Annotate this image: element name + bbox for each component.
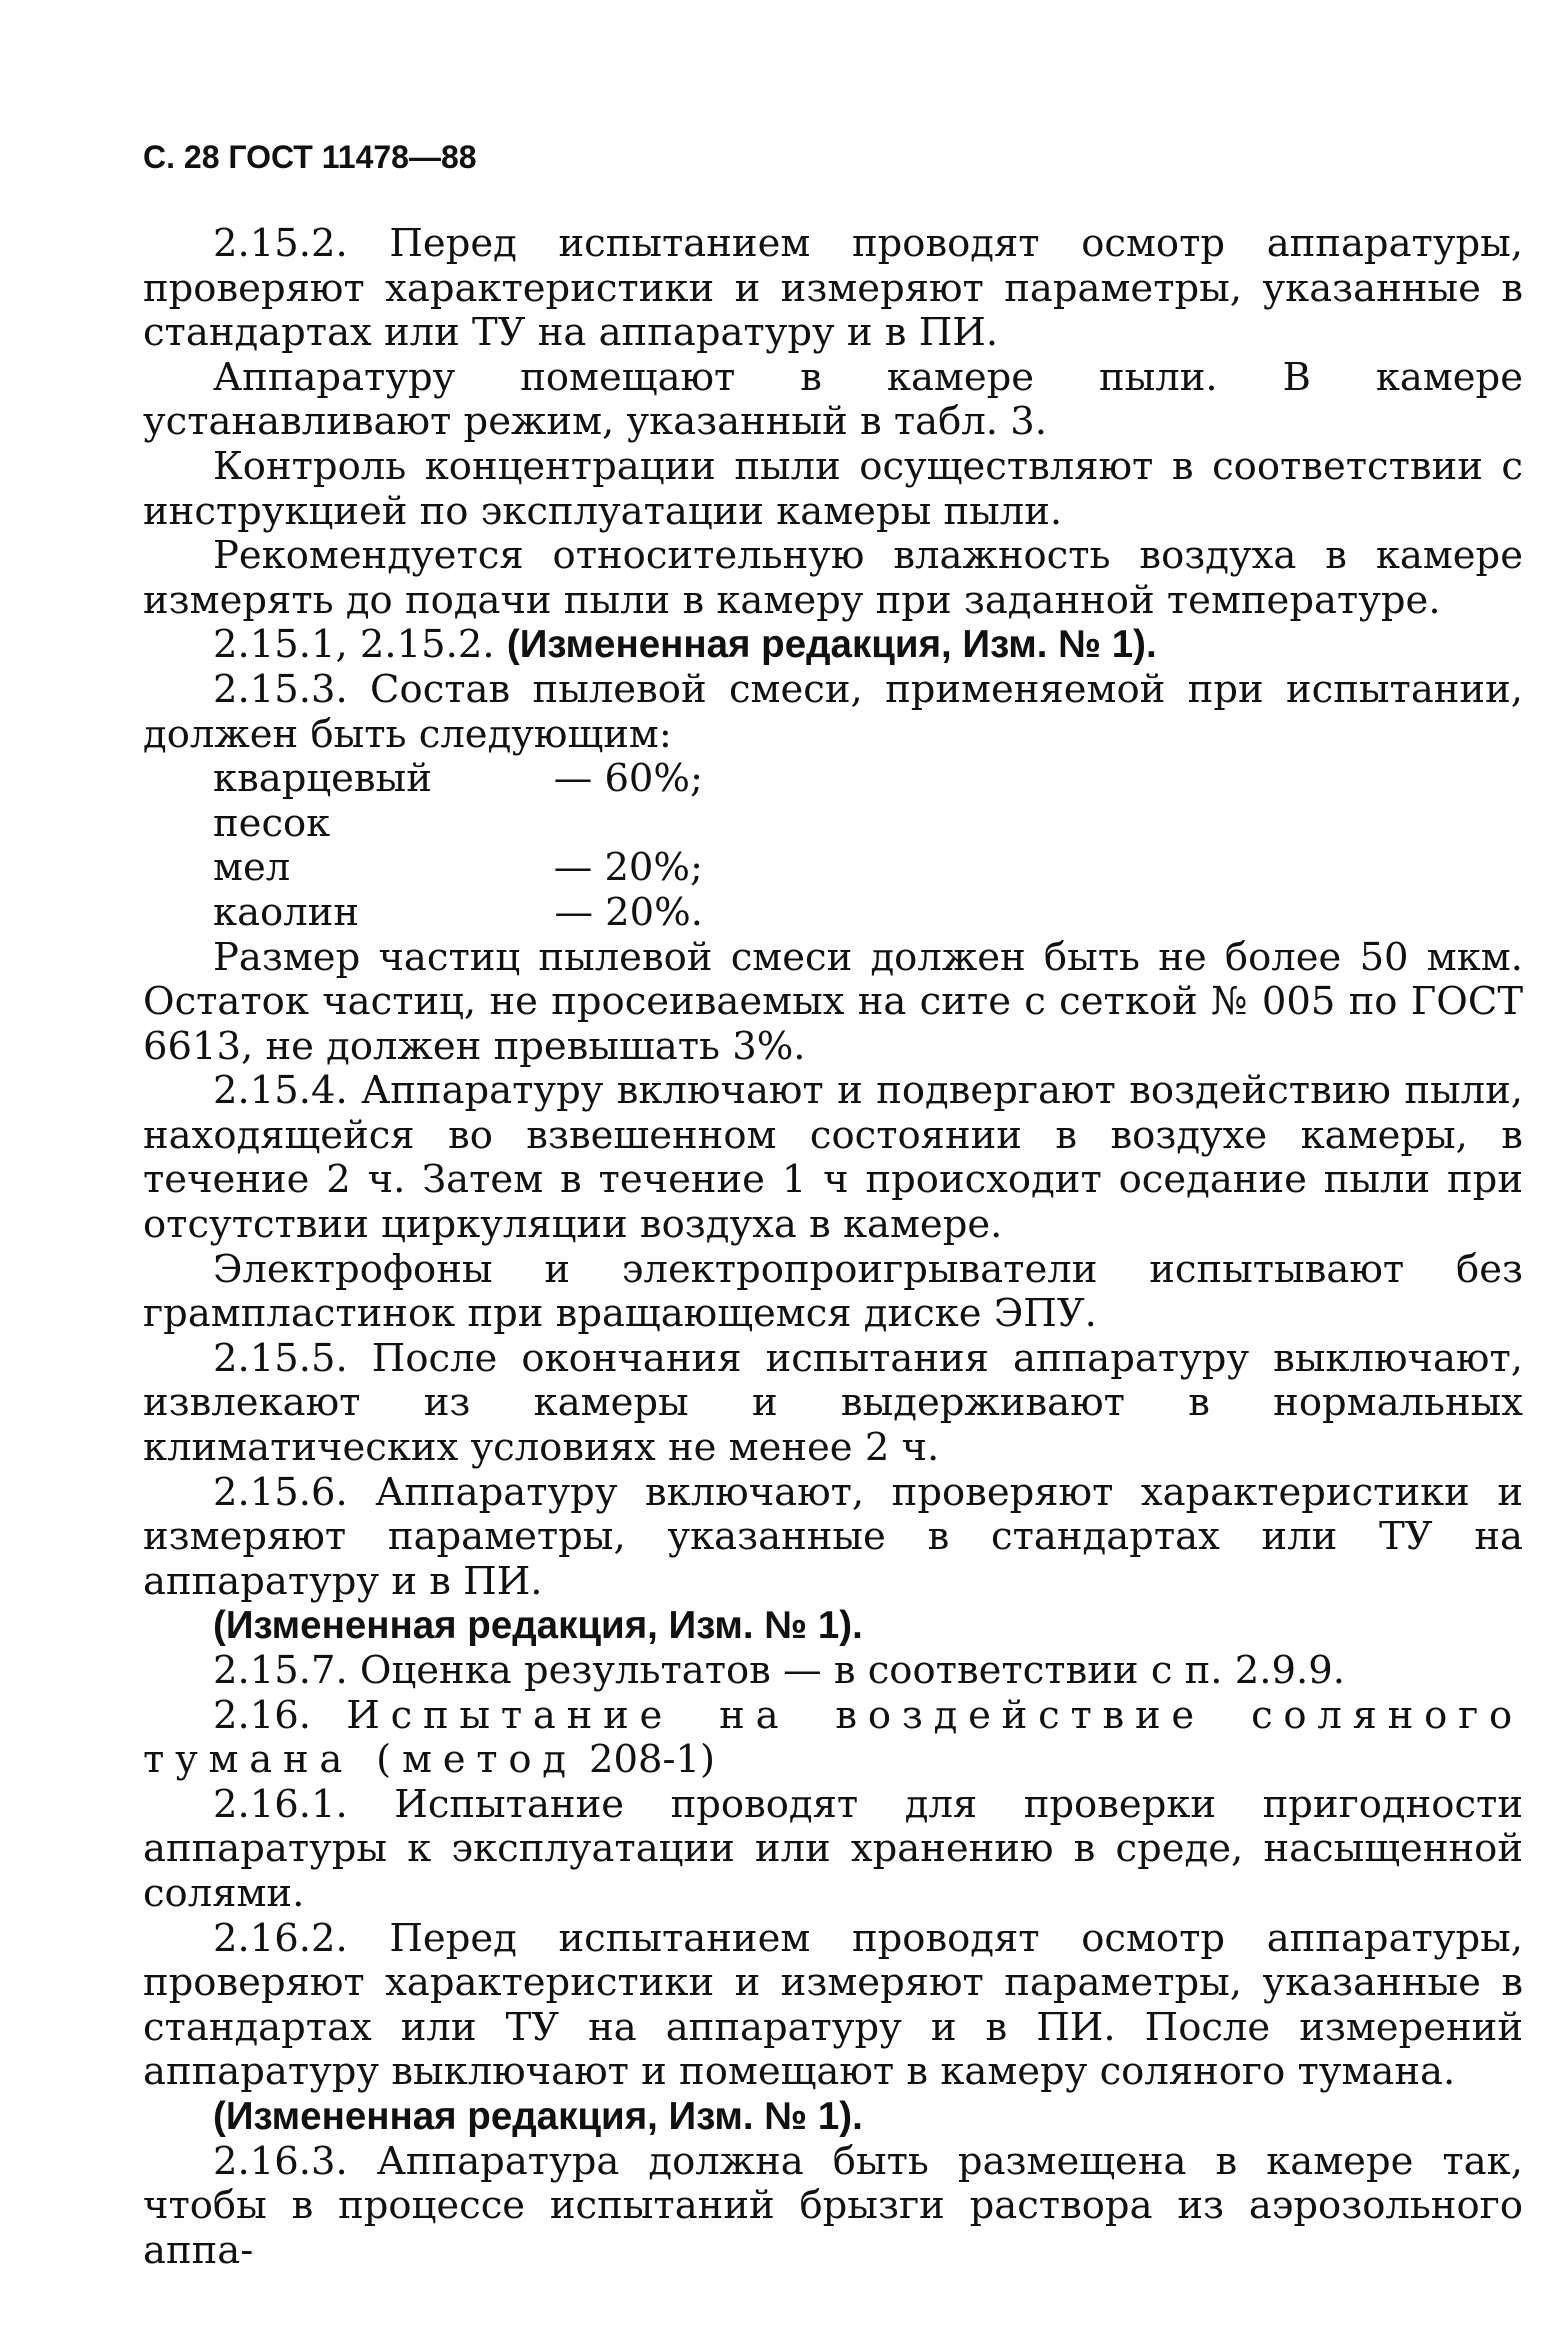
paragraph-dust-concentration: Контроль концентрации пыли осуществляют в соответствии с инструкцией по эксплуатации камеры пыли. <box>143 443 1523 534</box>
section-title: Испытание на воздействие соляного тумана (метод <box>143 1692 1523 1783</box>
paragraph-amendment-2 <box>143 1604 1523 1649</box>
paragraph-humidity: Рекомендуется относительную влажность воздуха в камере измерять до подачи пыли в камеру при заданной температуре. <box>143 533 1523 623</box>
component-name: мел <box>213 845 291 891</box>
section-method: 208-1) <box>576 1737 716 1783</box>
paragraph-particle-size: Размер частиц пылевой смеси должен быть не более 50 мкм. Остаток частиц, не просеиваемых на сите с сеткой № 005 по ГОСТ 6613, не должен превышать 3%. <box>143 934 1523 1069</box>
component-percent: — 20%; <box>553 845 703 891</box>
amendment-note: (Измененная редакция, Изм. № 1). <box>213 2094 863 2138</box>
paragraph-2-15-6: 2.15.6. Аппаратуру включают, проверяют характеристики и измеряют параметры, указанные в стандартах или ТУ на аппаратуру и в ПИ. <box>143 1469 1523 1604</box>
paragraph-2-15-4: 2.15.4. Аппаратуру включают и подвергают воздействию пыли, находящейся во взвешенном состоянии в воздухе камеры, в течение 2 ч. Затем в течение 1 ч происходит оседание пыли при отсутствии циркуляции воздуха в камере. <box>143 1068 1523 1248</box>
amendment-ref: 2.15.1, 2.15.2. <box>213 622 507 668</box>
paragraph-2-15-5: 2.15.5. После окончания испытания аппаратуру выключают, извлекают из камеры и выдерживают в нормальных климатических условиях не менее 2 ч. <box>143 1335 1523 1471</box>
list-item <box>213 891 703 936</box>
section-heading-2-16 <box>143 1694 1523 1783</box>
paragraph-amendment-1 <box>143 623 1523 668</box>
section-number: 2.16. <box>213 1692 347 1738</box>
paragraph-2-15-3: 2.15.3. Состав пылевой смеси, применяемой при испытании, должен быть следующим: <box>143 666 1523 757</box>
component-name: кварцевый песок <box>213 756 432 846</box>
paragraph-electrophones: Электрофоны и электропроигрыватели испытывают без грампластинок при вращающемся диске ЭПУ. <box>143 1246 1523 1337</box>
paragraph-2-15-2: 2.15.2. Перед испытанием проводят осмотр аппаратуры, проверяют характеристики и измеряют параметры, указанные в стандартах или ТУ на аппаратуру и в ПИ. <box>143 221 1523 356</box>
amendment-note: (Измененная редакция, Изм. № 1). <box>506 623 1157 667</box>
dust-composition-list <box>213 757 703 935</box>
paragraph-dust-chamber: Аппаратуру помещают в камере пыли. В камере устанавливают режим, указанный в табл. 3. <box>143 354 1523 445</box>
amendment-note: (Измененная редакция, Изм. № 1). <box>213 1604 863 1648</box>
paragraph-2-16-3: 2.16.3. Аппаратура должна быть размещена в камере так, чтобы в процессе испытаний брызги раствора из аэрозольного аппа- <box>143 2138 1523 2273</box>
component-percent: — 20%. <box>554 889 703 935</box>
list-item <box>213 757 703 846</box>
paragraph-2-15-7: 2.15.7. Оценка результатов — в соответствии с п. 2.9.9. <box>213 1648 1345 1693</box>
paragraph-2-16-1: 2.16.1. Испытание проводят для проверки пригодности аппаратуры к эксплуатации или хранению в среде, насыщенной солями. <box>143 1781 1523 1916</box>
paragraph-2-16-2: 2.16.2. Перед испытанием проводят осмотр аппаратуры, проверяют характеристики и измеряют параметры, указанные в стандартах или ТУ на аппаратуру и в ПИ. После измерений аппаратуру выключают и помещают в камеру соляного тумана. <box>143 1915 1523 2095</box>
page-header: С. 28 ГОСТ 11478—88 <box>143 139 477 175</box>
list-item <box>213 846 703 891</box>
component-name: каолин <box>213 889 359 935</box>
paragraph-amendment-3 <box>143 2095 1523 2140</box>
component-percent: — 60%; <box>553 756 703 802</box>
document-page <box>143 135 1523 2273</box>
